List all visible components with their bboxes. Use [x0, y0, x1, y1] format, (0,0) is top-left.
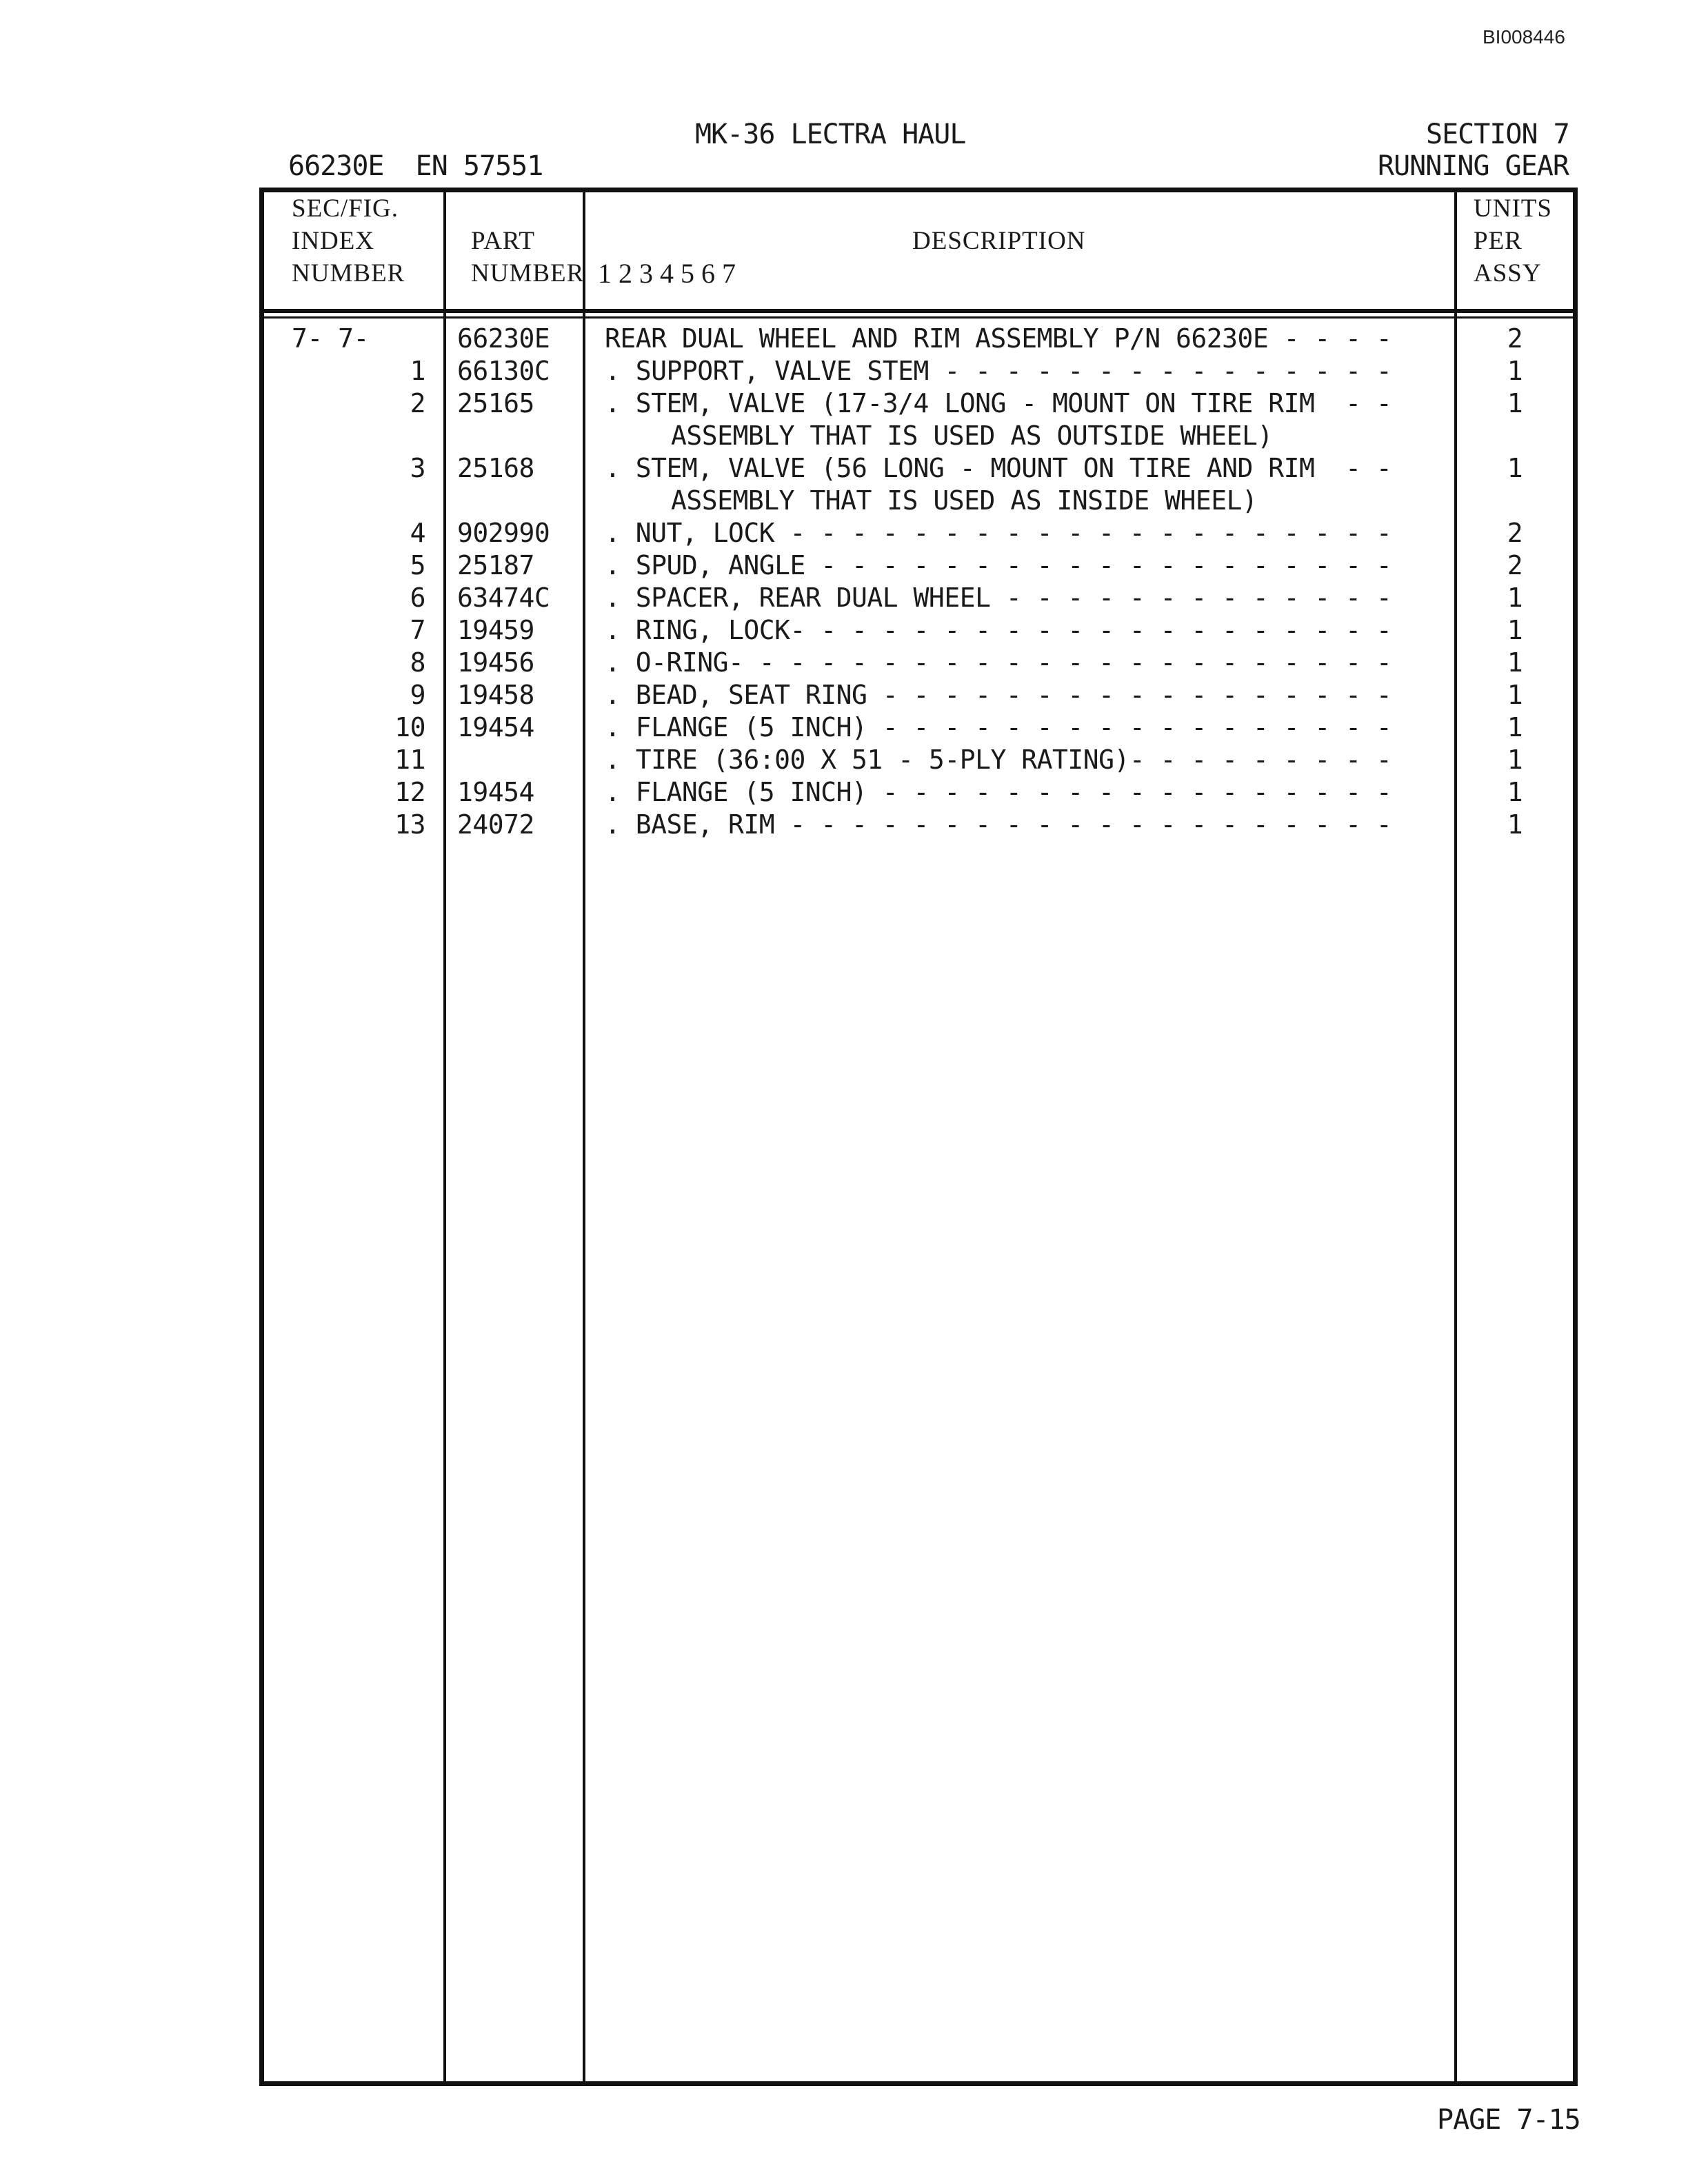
units-per-assy-cell: 2	[1507, 323, 1523, 354]
header-divider	[264, 309, 1573, 313]
index-column-header: SEC/FIG. INDEX NUMBER	[292, 194, 405, 287]
part-number-cell: 19459	[457, 615, 534, 645]
units-per-assy-cell: 1	[1507, 388, 1523, 418]
part-number-cell: 19456	[457, 647, 534, 678]
table-row	[264, 647, 1573, 680]
table-row	[264, 388, 1573, 421]
description-cell: . FLANGE (5 INCH) - - - - - - - - - - - - - - - - -	[605, 777, 1392, 807]
description-cell: . RING, LOCK- - - - - - - - - - - - - - - - - - - -	[605, 615, 1392, 645]
index-number-cell: 4	[410, 518, 425, 548]
part-column-header: PART NUMBER	[471, 227, 585, 287]
units-per-assy-cell: 1	[1507, 583, 1523, 613]
index-number-cell: 7	[410, 615, 425, 645]
part-number-cell: 25187	[457, 550, 534, 580]
part-number-cell: 25165	[457, 388, 534, 418]
description-cell: . NUT, LOCK - - - - - - - - - - - - - - - - - - - -	[605, 518, 1392, 548]
description-cell: . STEM, VALVE (56 LONG - MOUNT ON TIRE AND RIM - -	[605, 453, 1392, 483]
table-row	[264, 421, 1573, 453]
index-number-cell: 2	[410, 388, 425, 418]
description-cell: . O-RING- - - - - - - - - - - - - - - - - - - - - -	[605, 647, 1392, 678]
part-number-cell: 63474C	[457, 583, 550, 613]
index-number-cell: 8	[410, 647, 425, 678]
index-number-cell: 1	[410, 356, 425, 386]
description-cell: . FLANGE (5 INCH) - - - - - - - - - - - - - - - - -	[605, 712, 1392, 742]
table-row	[264, 615, 1573, 647]
units-column-header: UNITS PER ASSY	[1474, 194, 1552, 287]
index-number-cell: 5	[410, 550, 425, 580]
table-row	[264, 323, 1573, 356]
document-id: BI008446	[1483, 26, 1565, 48]
table-row	[264, 680, 1573, 712]
part-number-cell: 66230E	[457, 323, 550, 354]
indent-levels: 1 2 3 4 5 6 7	[598, 258, 736, 289]
description-cell: . SUPPORT, VALVE STEM - - - - - - - - - - - - - - -	[605, 356, 1392, 386]
description-cell: . SPACER, REAR DUAL WHEEL - - - - - - - - - - - - -	[605, 583, 1392, 613]
table-row	[264, 485, 1573, 518]
units-per-assy-cell: 1	[1507, 777, 1523, 807]
index-number-cell: 13	[394, 809, 425, 840]
table-row	[264, 550, 1573, 583]
index-number-cell: 12	[394, 777, 425, 807]
table-row	[264, 809, 1573, 842]
description-cell: . STEM, VALVE (17-3/4 LONG - MOUNT ON TIRE RIM - -	[605, 388, 1392, 418]
index-number-cell: 10	[394, 712, 425, 742]
description-cell: REAR DUAL WHEEL AND RIM ASSEMBLY P/N 66230E - - - -	[605, 323, 1392, 354]
description-column-header: DESCRIPTION	[912, 227, 1086, 255]
part-number-cell: 19458	[457, 680, 534, 710]
index-number-cell: 6	[410, 583, 425, 613]
part-number-cell: 19454	[457, 777, 534, 807]
units-per-assy-cell: 2	[1507, 518, 1523, 548]
parts-table	[259, 188, 1578, 2086]
table-row	[264, 453, 1573, 485]
table-row	[264, 518, 1573, 550]
units-per-assy-cell: 1	[1507, 453, 1523, 483]
description-cell: ASSEMBLY THAT IS USED AS INSIDE WHEEL)	[671, 485, 1258, 516]
units-per-assy-cell: 1	[1507, 745, 1523, 775]
page-number: PAGE 7-15	[1437, 2104, 1580, 2136]
description-cell: . SPUD, ANGLE - - - - - - - - - - - - - - - - - - -	[605, 550, 1392, 580]
units-per-assy-cell: 1	[1507, 680, 1523, 710]
units-per-assy-cell: 1	[1507, 615, 1523, 645]
description-cell: . BEAD, SEAT RING - - - - - - - - - - - - - - - - -	[605, 680, 1392, 710]
section-number: SECTION 7	[1426, 119, 1569, 150]
units-per-assy-cell: 1	[1507, 647, 1523, 678]
index-number-cell: 9	[410, 680, 425, 710]
units-per-assy-cell: 1	[1507, 712, 1523, 742]
part-number-cell: 66130C	[457, 356, 550, 386]
part-number-cell: 24072	[457, 809, 534, 840]
assembly-reference: 66230E EN 57551	[288, 150, 543, 182]
index-number-cell: 11	[394, 745, 425, 775]
part-number-cell: 25168	[457, 453, 534, 483]
table-row	[264, 583, 1573, 615]
description-cell: . BASE, RIM - - - - - - - - - - - - - - - - - - - -	[605, 809, 1392, 840]
units-per-assy-cell: 1	[1507, 356, 1523, 386]
units-per-assy-cell: 1	[1507, 809, 1523, 840]
units-per-assy-cell: 2	[1507, 550, 1523, 580]
part-number-cell: 19454	[457, 712, 534, 742]
description-cell: ASSEMBLY THAT IS USED AS OUTSIDE WHEEL)	[671, 421, 1273, 451]
table-row	[264, 745, 1573, 777]
table-row	[264, 777, 1573, 809]
description-cell: . TIRE (36:00 X 51 - 5-PLY RATING)- - - - - - - - -	[605, 745, 1392, 775]
manual-title: MK-36 LECTRA HAUL	[695, 119, 966, 150]
index-number-cell: 7- 7-	[292, 323, 369, 354]
section-name: RUNNING GEAR	[1378, 150, 1569, 182]
table-row	[264, 712, 1573, 745]
header-divider-secondary	[264, 316, 1573, 318]
part-number-cell: 902990	[457, 518, 550, 548]
table-row	[264, 356, 1573, 388]
index-number-cell: 3	[410, 453, 425, 483]
